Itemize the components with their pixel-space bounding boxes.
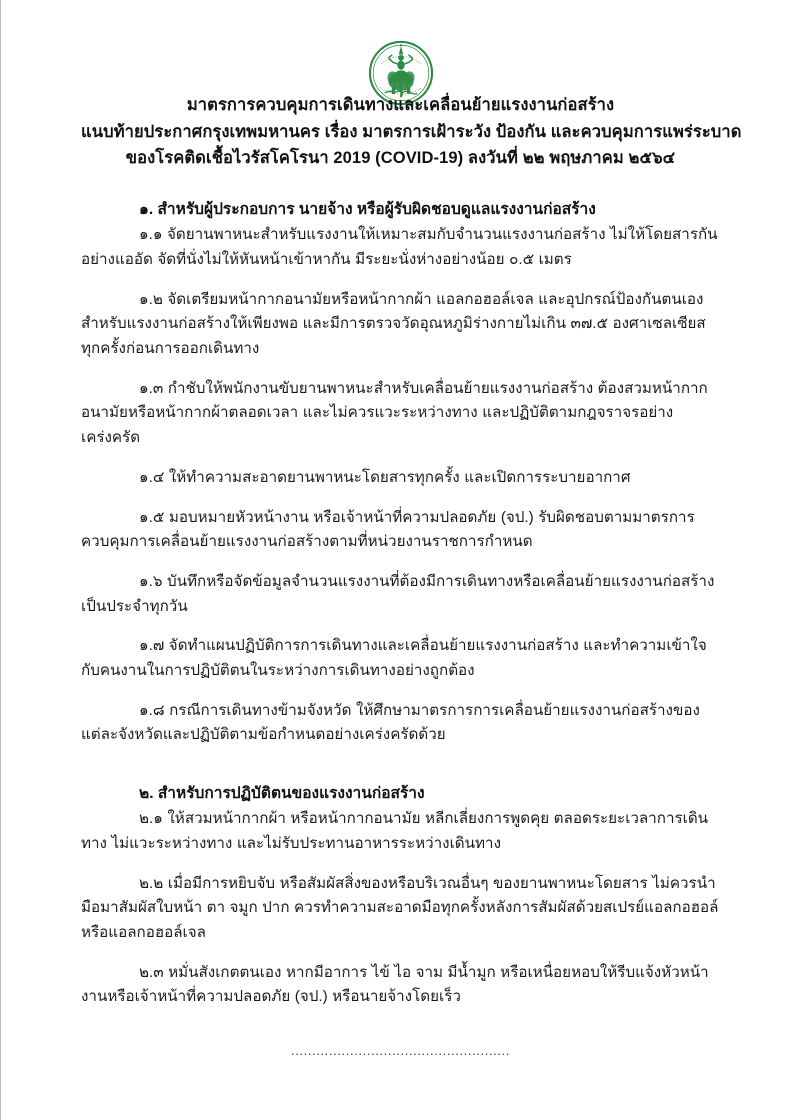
title-line-3: ของโรคติดเชื้อไวรัสโคโรนา 2019 (COVID-19) ลงวันที่ ๒๒ พฤษภาคม ๒๕๖๔ xyxy=(125,149,676,168)
clause-2-2: ๒.๒ เมื่อมีการหยิบจับ หรือสัมผัสสิ่งของหรือบริเวณอื่นๆ ของยานพาหนะโดยสาร ไม่ควรนำมือมาสัมผัสใบหน้า ตา จมูก ปาก ควรทำความสะอาดมือทุกครั้งหลังการสัมผัสด้วยสเปรย์แอลกอฮอล์หรือแอลกอฮอล์เจล xyxy=(81,874,719,941)
footer-rule-container xyxy=(81,1044,720,1057)
clause-1-1: ๑.๑ จัดยานพาหนะสำหรับแรงงานให้เหมาะสมกับจำนวนแรงงานก่อสร้าง ไม่ให้โดยสารกันอย่างแออัด จัดที่นั่งไม่ให้หันหน้าเข้าหากัน มีระยะนั่งห่างอย่างน้อย ๐.๕ เมตร xyxy=(81,226,718,268)
clause-1-7: ๑.๗ จัดทำแผนปฏิบัติการการเดินทางและเคลื่อนย้ายแรงงานก่อสร้าง และทำความเข้าใจกับคนงานในการปฏิบัติตนในระหว่างการเดินทางอย่างถูกต้อง xyxy=(81,637,707,680)
title-line-2: แนบท้ายประกาศกรุงเทพมหานคร เรื่อง มาตรการเฝ้าระวัง ป้องกัน และควบคุมการแพร่ระบาด xyxy=(81,122,742,141)
clause-1-8: ๑.๘ กรณีการเดินทางข้ามจังหวัด ให้ศึกษามาตรการการเคลื่อนย้ายแรงงานก่อสร้างของแต่ละจังหวัดและปฏิบัติตามข้อกำหนดอย่างเคร่งครัดด้วย xyxy=(81,701,700,744)
section-2 xyxy=(81,782,720,1010)
clause-1-5: ๑.๕ มอบหมายหัวหน้างาน หรือเจ้าหน้าที่ความปลอดภัย (จป.) รับผิดชอบตามมาตรการควบคุมการเคลื่อนย้ายแรงงานก่อสร้างตามที่หน่วยงานราชการกำหนด xyxy=(81,508,695,551)
footer-dotted-rule: .................................................... xyxy=(290,1042,510,1058)
document-body xyxy=(1,92,800,1057)
clause-1-2: ๑.๒ จัดเตรียมหน้ากากอนามัยหรือหน้ากากผ้า แอลกอฮอล์เจล และอุปกรณ์ป้องกันตนเองสำหรับแรงงานก่อสร้างให้เพียงพอ และมีการตรวจวัดอุณหภูมิร่างกายไม่เกิน ๓๗.๕ องศาเซลเซียสทุกครั้งก่อนการออกเดินทาง xyxy=(81,290,706,357)
clause-1-3: ๑.๓ กำชับให้พนักงานขับยานพาหนะสำหรับเคลื่อนย้ายแรงงานก่อสร้าง ต้องสวมหน้ากากอนามัยหรือหน้ากากผ้าตลอดเวลา และไม่ควรแวะระหว่างทาง และปฏิบัติตามกฎจราจรอย่างเคร่งครัด xyxy=(81,379,708,446)
clause-1-4: ๑.๔ ให้ทำความสะอาดยานพาหนะโดยสารทุกครั้ง และเปิดการระบายอากาศ xyxy=(139,468,631,486)
section-1 xyxy=(81,198,720,748)
section-2-heading: ๒. สำหรับการปฏิบัติตนของแรงงานก่อสร้าง xyxy=(139,785,425,803)
clause-2-1: ๒.๑ ให้สวมหน้ากากผ้า หรือหน้ากากอนามัย หลีกเลี่ยงการพูดคุย ตลอดระยะเวลาการเดินทาง ไม่แวะระหว่างทาง และไม่รับประทานอาหารระหว่างเดินทาง xyxy=(81,810,709,852)
emblem-container xyxy=(1,0,800,78)
clause-1-6: ๑.๖ บันทึกหรือจัดข้อมูลจำนวนแรงงานที่ต้องมีการเดินทางหรือเคลื่อนย้ายแรงงานก่อสร้างเป็นประจำทุกวัน xyxy=(81,572,715,615)
title-line-1: มาตรการควบคุมการเดินทางและเคลื่อนย้ายแรงงานก่อสร้าง xyxy=(186,96,615,114)
document-title-block xyxy=(81,92,742,172)
section-1-heading: ๑. สำหรับผู้ประกอบการ นายจ้าง หรือผู้รับผิดชอบดูแลแรงงานก่อสร้าง xyxy=(139,201,596,219)
clause-2-3: ๒.๓ หมั่นสังเกตตนเอง หากมีอาการ ไข้ ไอ จาม มีน้ำมูก หรือเหนื่อยหอบให้รีบแจ้งหัวหน้างานหรือเจ้าหน้าที่ความปลอดภัย (จป.) หรือนายจ้างโดยเร็ว xyxy=(81,963,709,1006)
